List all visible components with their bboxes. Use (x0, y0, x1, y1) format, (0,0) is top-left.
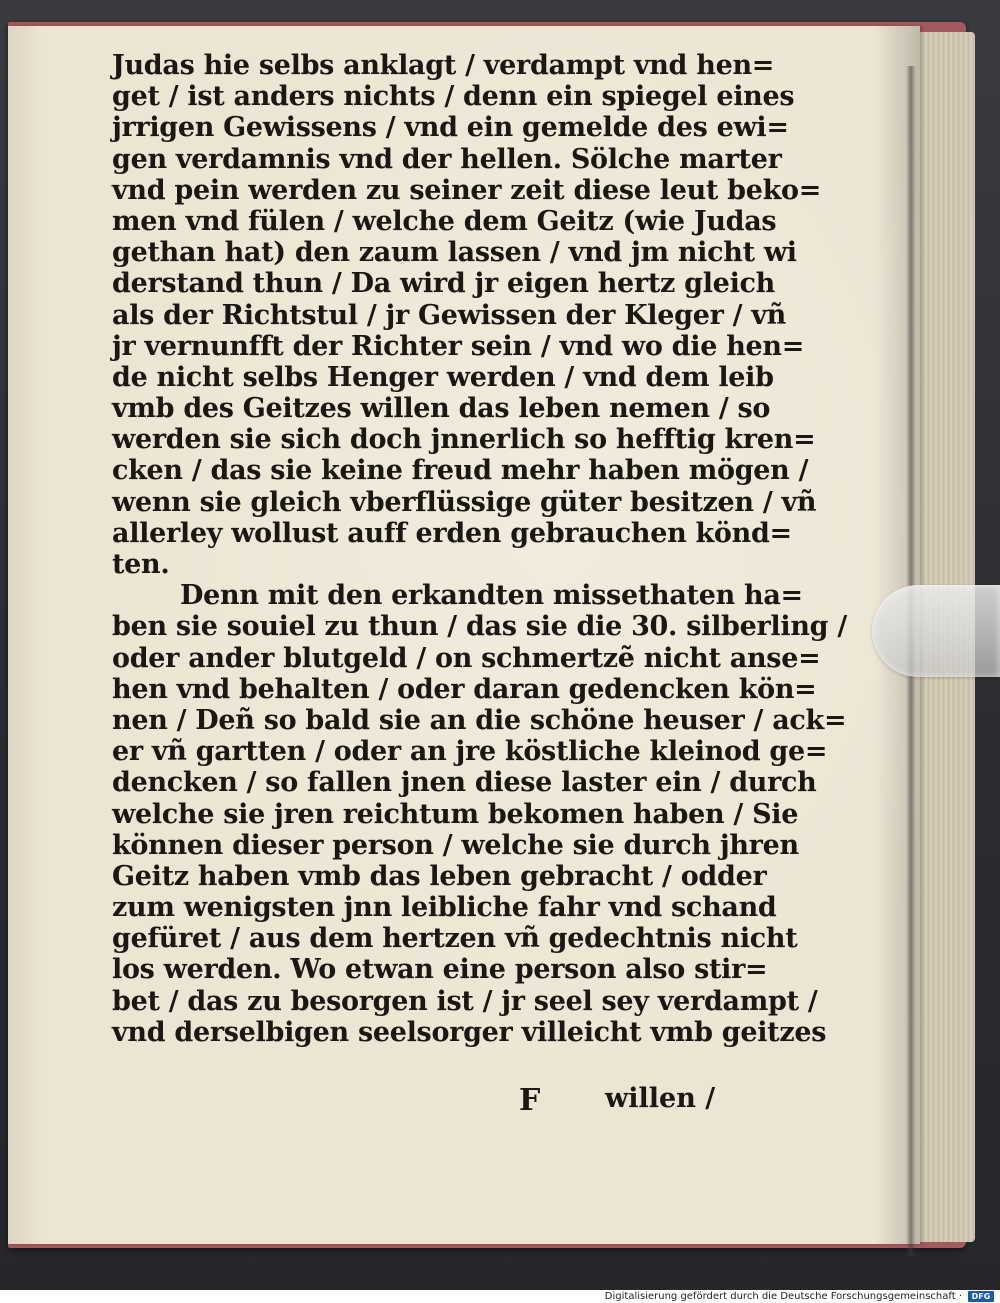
text-line: er vñ gartten / oder an jre köstliche kleinod ge= (112, 736, 828, 768)
text-line: Geitz haben vmb das leben gebracht / odder (112, 860, 767, 892)
text-line: nen / Deñ so bald sie an die schöne heuser / ack= (112, 704, 847, 736)
page-text-block (112, 50, 847, 1048)
text-line: wenn sie gleich vberflüssige güter besitzen / vñ (112, 486, 817, 518)
text-line: cken / das sie keine freud mehr haben mögen / (112, 455, 809, 487)
text-line: gefüret / aus dem hertzen vñ gedechtnis nicht (112, 923, 798, 955)
digitization-footer (0, 1290, 1000, 1303)
text-line: men vnd fülen / welche dem Geitz (wie Judas (112, 205, 777, 237)
text-line: derstand thun / Da wird jr eigen hertz gleich (112, 268, 775, 300)
text-line: get / ist anders nichts / denn ein spiegel eines (112, 81, 795, 113)
text-line: gen verdamnis vnd der hellen. Sölche marter (112, 143, 782, 175)
text-line: vnd derselbigen seelsorger villeicht vmb geitzes (112, 1016, 827, 1048)
text-line: de nicht selbs Henger werden / vnd dem leib (112, 361, 774, 393)
text-line: hen vnd behalten / oder daran gedencken kön= (112, 673, 817, 705)
text-line: werden sie sich doch jnnerlich so hefftig kren= (112, 424, 816, 456)
text-line: als der Richtstul / jr Gewissen der Kleger / vñ (112, 299, 786, 331)
text-line: Judas hie selbs anklagt / verdampt vnd hen= (112, 50, 775, 81)
text-line: vmb des Geitzes willen das leben nemen / so (112, 393, 771, 425)
dfg-logo-icon: DFG (968, 1291, 994, 1302)
signature-mark: F (519, 1083, 541, 1118)
text-line: jr vernunfft der Richter sein / vnd wo die hen= (112, 330, 805, 362)
text-line: oder ander blutgeld / on schmertzẽ nicht anse= (112, 642, 821, 674)
page-holder-clip (872, 585, 1000, 677)
text-line: ben sie souiel zu thun / das sie die 30. silberling / (112, 611, 847, 643)
catchword: willen / (605, 1083, 716, 1114)
text-line: allerley wollust auff erden gebrauchen könd= (112, 517, 792, 549)
text-line: zum wenigsten jnn leibliche fahr vnd schand (112, 892, 777, 924)
text-line: können dieser person / welche sie durch jhren (112, 829, 799, 861)
text-line: vnd pein werden zu seiner zeit diese leut beko= (112, 174, 822, 206)
text-line: ten. (112, 549, 170, 580)
text-line-paragraph-start: Denn mit den erkandten missethaten ha= (180, 580, 803, 612)
footer-credit-text: Digitalisierung gefördert durch die Deutsche Forschungsgemeinschaft · (604, 1291, 962, 1302)
text-line: gethan hat) den zaum lassen / vnd jm nicht wi (112, 237, 797, 269)
text-line: welche sie jren reichtum bekomen haben / Sie (112, 798, 799, 830)
text-line: los werden. Wo etwan eine person also stir= (112, 954, 768, 986)
text-line: jrrigen Gewissens / vnd ein gemelde des ewi= (112, 112, 789, 144)
text-line: bet / das zu besorgen ist / jr seel sey verdampt / (112, 985, 818, 1017)
text-line: dencken / so fallen jnen diese laster ein / durch (112, 767, 817, 799)
